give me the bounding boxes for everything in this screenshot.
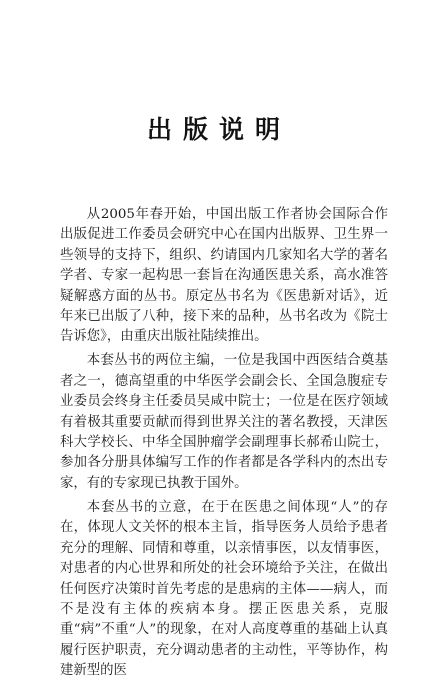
- document-body: [60, 205, 388, 685]
- paragraph-1: 从2005年春开始，中国出版工作者协会国际合作出版促进工作委员会研究中心在国内出版界、卫生界一些领导的支持下，组织、约请国内几家知名大学的著名学者、专家一起构思一套旨在沟通医患关系，高水准答疑解惑方面的丛书。原定丛书名为《医患新对话》，近年来已出版了八种，接下来的品种，丛书名改为《院士告诉您》，由重庆出版社陆续推出。: [60, 207, 388, 345]
- page-title: 出版说明: [146, 115, 291, 144]
- paragraph-3: 本套丛书的立意，在于在医患之间体现“人”的存在，体现人文关怀的根本主旨，指导医务人员给予患者充分的理解、同情和尊重，以亲情事医，以友情事医，对患者的内心世界和所处的社会环境给予关注，在做出任何医疗决策时首先考虑的是患病的主体——病人，而不是没有主体的疾病本身。摆正医患关系，克服重“病”不重“人”的现象，在对人高度尊重的基础上认真履行医护职责，充分调动患者的主动性，平等协作，构建新型的医: [60, 499, 388, 679]
- paragraph-2: 本套丛书的两位主编，一位是我国中西医结合奠基者之一，德高望重的中华医学会副会长、全国急腹症专业委员会终身主任委员吴咸中院士；一位是在医疗领域有着极其重要贡献而得到世界关注的著名教授，天津医科大学校长、中华全国肿瘤学会副理事长郝希山院士，参加各分册具体编写工作的作者都是各学科内的杰出专家，有的专家现已执教于国外。: [60, 353, 388, 491]
